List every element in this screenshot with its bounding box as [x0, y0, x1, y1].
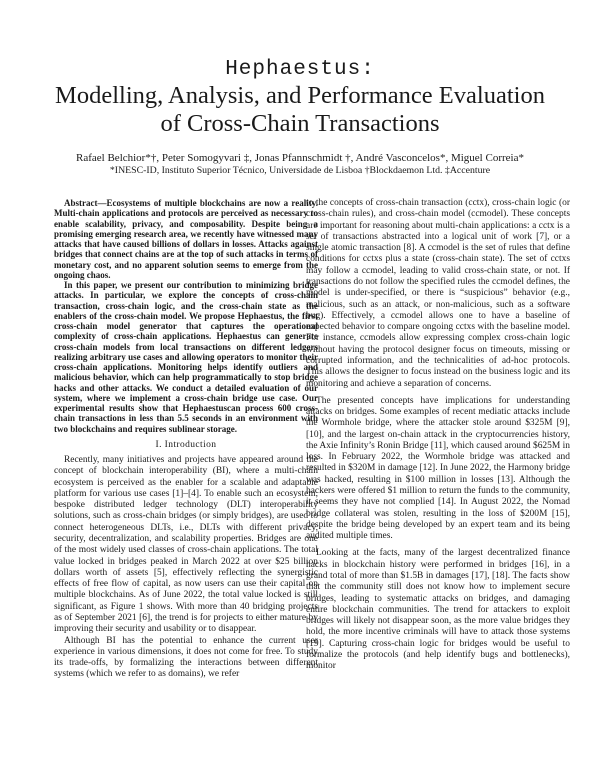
right-paragraph-2: The presented concepts have implications for understanding attacks on bridges. Some examples of recent mediatic attacks include the Wormhole bridge, where the attacker stole around $325M [9], [10], and the largest on-chain attack in the cryptocurrencies history, the Axie Infinity’s Ronin Bridge [11], which caused around $625M in loss. In February 2022, the Wormhole bridge was attacked and resulted in $320M in damage [12]. In June 2022, the Harmony bridge was hacked, resulting in $100 million in losses [13]. Although the hackers were offered $1 million to return the funds to the community, it seems they have not complied [14]. In August 2022, the Nomad bridge collateral was stolen, resulting in the loss of $200M [15], despite the bridge being developed by an expert team and its being audited multiple times.	[306, 395, 570, 542]
intro-paragraph-2: Although BI has the potential to enhance the current user experience in various dimensions, it does not come for free. To study its trade-offs, by formalizing the interactions between different systems (which we refer to as domains), we refer	[54, 635, 318, 680]
intro-paragraph-1: Recently, many initiatives and projects have appeared around the concept of blockchain interoperability (BI), where a multi-chain ecosystem is perceived as the enabler for a scalable and adaptable platform for various use cases [1]–[4]. To enable such an ecosystem, bespoke distributed ledger technology (DLT) interoperability solutions, such as cross-chain bridges (or simply bridges), are used to connect heterogeneous DLTs, i.e., DLTs with different privacy, security, decentralization, and scalability properties. Bridges are one of the most widely used classes of cross-chain applications. The total value locked in bridges peaked in March 2022 at over $25 billion dollars worth of assets [5], effectively reflecting the synergistic effects of free flow of capital, as now users can use their capital on multiple blockchains. As of June 2022, the total value locked is still significant, as Figure 1 shows. With more than 40 bridging projects as of September 2021 [6], the trend is for projects to either mature by improving their security and usability or to disappear.	[54, 455, 318, 635]
section-heading-introduction: I. Introduction	[155, 439, 217, 450]
left-column	[54, 198, 318, 681]
paper-title-mono: Hephaestus:	[225, 58, 375, 81]
right-paragraph-3: Looking at the facts, many of the largest decentralized finance hacks in blockchain history were performed in bridges [16], in a grand total of more than $1.5B in damages [17], [18]. The facts show that the community still does not know how to implement secure bridges, leading to systematic attacks on bridges, and damaging entire blockchain communities. The trend for attackers to exploit bridges will likely not disappear soon, as the more value bridges they hold, the more incentive criminals will have to attack those systems [19]. Capturing cross-chain logic for bridges would be useful to formalize the protocols (and help identify bugs and bottlenecks), monitor	[306, 548, 570, 672]
right-paragraph-1: to the concepts of cross-chain transaction (cctx), cross-chain logic (or cross-chain rules), and cross-chain model (ccmodel). These concepts are important for reasoning about multi-chain applications: a cctx is a set of transactions abstracted into a logical unit of work [7], or a single atomic transaction [8]. A ccmodel is the set of rules that define conditions for cctxs plus a state (cross-chain state). The set of cctxs may follow a ccmodel, leading to valid cross-chain state, or not. If transactions do not follow the specified rules the ccmodel defines, the model is under-specified, or there is “suspicious” behavior (e.g., malicious, such as an attack, or non-malicious, such as a software bug). Effectively, a ccmodel allows one to have a baseline of expected behavior to compare ongoing cctxs with the baseline model. For instance, ccmodels allow expressing complex cross-chain logic without having the protocol designer focus on timeouts, missing or corrupted information, and the technicalities of ad-hoc protocols. This allows the designer to focus instead on the business logic and its monitoring and achieve a separation of concerns.	[306, 198, 570, 389]
paper-title-line-1: Modelling, Analysis, and Performance Evaluation	[55, 82, 545, 109]
affiliations: *INESC-ID, Instituto Superior Técnico, Universidade de Lisboa †Blockdaemon Ltd. ‡Accenture	[109, 165, 491, 176]
abstract-paragraph-1: Abstract—Ecosystems of multiple blockchains are now a reality. Multi-chain applications and protocols are perceived as necessary to enable scalability, privacy, and composability. Despite being a promising emerging research area, we recently have witnessed many attacks that have caused billions of dollars in losses. Attacks against bridges that connect chains are at the top of such attacks in terms of monetary cost, and no apparent solution seems to emerge from the ongoing chaos.	[54, 198, 318, 280]
abstract-paragraph-2: In this paper, we present our contribution to minimizing bridge attacks. In particular, we explore the concepts of cross-chain transaction, cross-chain logic, and the cross-chain state as the enablers of the cross-chain model. We propose Hephaestus, the first cross-chain model generator that captures the operational complexity of cross-chain applications. Hephaestus can generate cross-chain models from local transactions on different ledgers realizing arbitrary use cases and allowing operators to monitor their cross-chain applications. Monitoring helps identify outliers and malicious behavior, which can help programmatically to stop bridge hacks and other attacks. We conduct a detailed evaluation of our system, where we implement a cross-chain bridge use case. Our experimental results show that Hephaestuscan process 600 cross-chain transactions in less than 5.5 seconds in an environment with two blockchains and requires sublinear storage.	[54, 280, 318, 434]
right-column	[306, 198, 570, 673]
author-list: Rafael Belchior*†, Peter Somogyvari ‡, Jonas Pfannschmidt †, André Vasconcelos*, Miguel Correia*	[76, 152, 524, 164]
paper-title-line-2: of Cross-Chain Transactions	[160, 110, 440, 137]
